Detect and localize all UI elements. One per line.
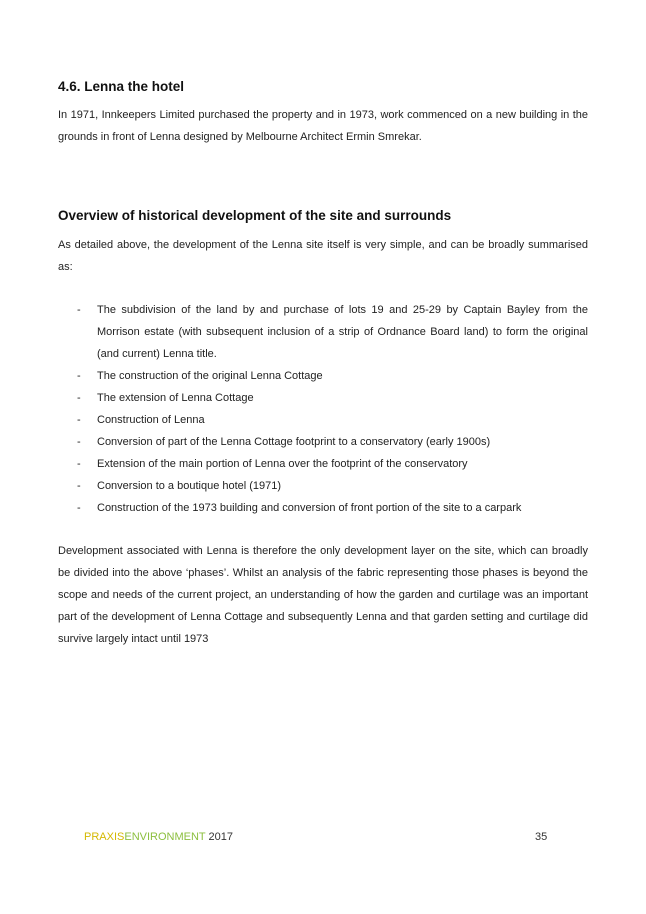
list-item-text: Construction of the 1973 building and conversion of front portion of the site to a carpark — [97, 502, 522, 514]
list-item-text: Extension of the main portion of Lenna over the footprint of the conservatory — [97, 458, 468, 470]
footer-year: 2017 — [208, 831, 233, 843]
paragraph-overview-intro: As detailed above, the development of the Lenna site itself is very simple, and can be broadly summarised as: — [58, 239, 588, 273]
bullet-dash: - — [77, 502, 81, 514]
list-item-text: The extension of Lenna Cottage — [97, 392, 254, 404]
list-item — [58, 475, 588, 497]
list-item-text: Conversion to a boutique hotel (1971) — [97, 480, 282, 492]
paragraph-hotel-history: In 1971, Innkeepers Limited purchased the property and in 1973, work commenced on a new building in the grounds in front of Lenna designed by Melbourne Architect Ermin Smrekar. — [58, 109, 588, 143]
list-item-text: Construction of Lenna — [97, 414, 205, 426]
list-item — [58, 497, 588, 519]
bullet-dash: - — [77, 480, 81, 492]
bullet-dash: - — [77, 370, 81, 382]
footer-brand-praxis: PRAXIS — [84, 831, 125, 843]
bullet-dash: - — [77, 436, 81, 448]
bullet-dash: - — [77, 304, 81, 316]
bullet-dash: - — [77, 392, 81, 404]
list-item — [58, 453, 588, 475]
footer-brand — [84, 831, 233, 843]
section-heading-overview: Overview of historical development of the site and surrounds — [58, 208, 452, 223]
bullet-dash: - — [77, 458, 81, 470]
list-item-text: The construction of the original Lenna Cottage — [97, 370, 323, 382]
list-item — [58, 365, 588, 387]
list-item — [58, 299, 588, 365]
paragraph-development-closing: Development associated with Lenna is therefore the only development layer on the site, which can broadly be divided into the above ‘phases’. Whilst an analysis of the fabric representing those phases is beyond the scope and needs of the current project, an understanding of how the garden and curtilage was an important part of the development of Lenna Cottage and subsequently Lenna and that garden setting and curtilage did survive largely intact until 1973 — [58, 545, 588, 645]
list-item — [58, 431, 588, 453]
page-number: 35 — [535, 831, 548, 843]
footer-brand-environment: ENVIRONMENT — [124, 831, 206, 843]
bullet-dash: - — [77, 414, 81, 426]
list-item-text: Conversion of part of the Lenna Cottage footprint to a conservatory (early 1900s) — [97, 436, 491, 448]
list-item-text: The subdivision of the land by and purchase of lots 19 and 25-29 by Captain Bayley from the Morrison estate (with subsequent inclusion of a strip of Ordnance Board land) to form the original (and current) Lenna title. — [97, 304, 588, 360]
section-heading-lenna-hotel: 4.6. Lenna the hotel — [58, 79, 185, 94]
list-item — [58, 387, 588, 409]
list-item — [58, 409, 588, 431]
development-phases-list — [58, 299, 588, 519]
